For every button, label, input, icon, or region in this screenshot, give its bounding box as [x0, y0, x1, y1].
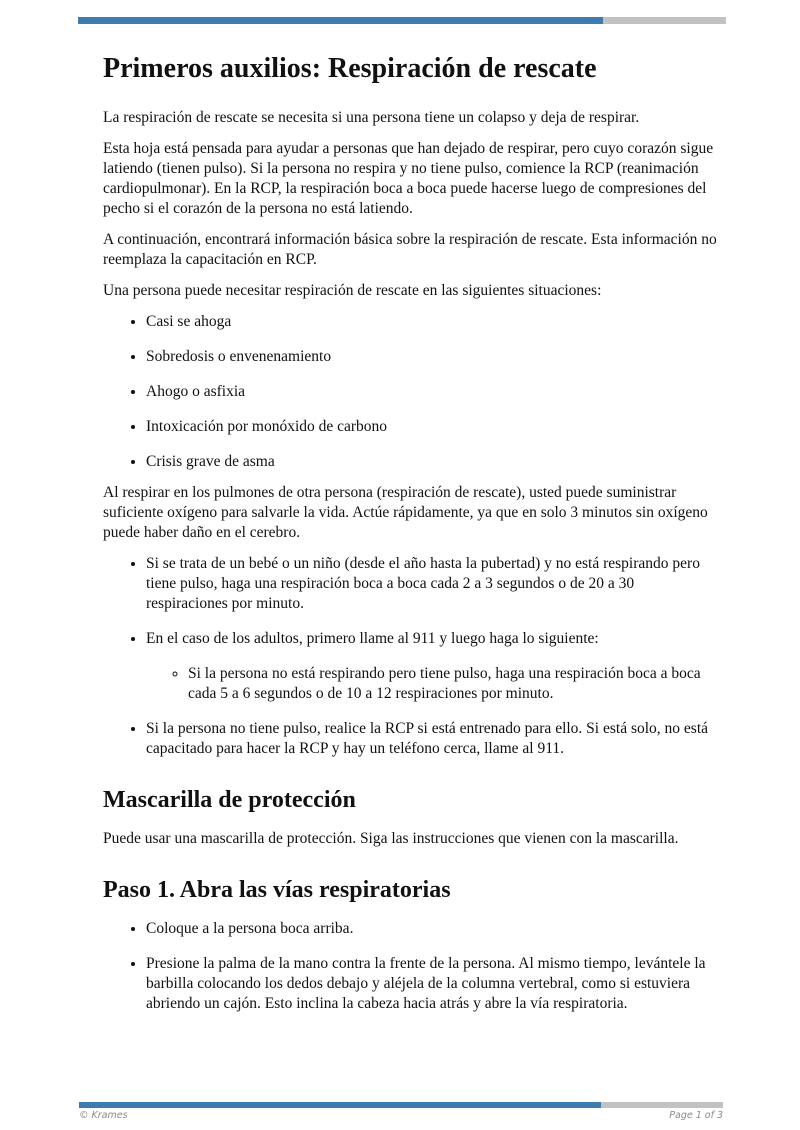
intro-paragraph-3: A continuación, encontrará información básica sobre la respiración de rescate. Esta información no reemplaza la capacitación en RCP.	[103, 231, 717, 268]
page-content	[103, 0, 718, 1025]
step1-item: • Coloque a la persona boca arriba.	[146, 919, 718, 939]
intro-paragraph-4: Una persona puede necesitar respiración de rescate en las siguientes situaciones:	[103, 282, 602, 299]
instruction-no-pulse: • Si la persona no tiene pulso, realice la RCP si está entrenado para ello. Si está solo, no está capacitado para hacer la RCP y hay un teléfono cerca, llame al 911.	[146, 719, 718, 759]
section-title-step1: Paso 1. Abra las vías respiratorias	[103, 877, 451, 903]
situation-item: • Intoxicación por monóxido de carbono	[146, 417, 718, 437]
situation-item: • Casi se ahoga	[146, 312, 718, 332]
copyright-text: © Krames	[79, 1110, 128, 1121]
situation-item: • Crisis grave de asma	[146, 452, 718, 472]
situation-item: • Ahogo o asfixia	[146, 382, 718, 402]
step1-list	[103, 919, 718, 1014]
instructions-sublist	[146, 664, 718, 704]
situations-list	[103, 312, 718, 472]
instruction-infant: • Si se trata de un bebé o un niño (desde el año hasta la pubertad) y no está respirando pero tiene pulso, haga una respiración boca a boca cada 2 a 3 segundos o de 20 a 30 respiraciones por minuto.	[146, 554, 718, 614]
instruction-adult-sub: ◦ Si la persona no está respirando pero tiene pulso, haga una respiración boca a boca cada 5 a 6 segundos o de 10 a 12 respiraciones por minuto.	[188, 664, 718, 704]
instructions-list	[103, 554, 718, 759]
page-title: Primeros auxilios: Respiración de rescate	[103, 53, 597, 84]
footer-rule-blue-segment	[79, 1102, 601, 1108]
page-number: Page 1 of 3	[669, 1110, 723, 1121]
mask-paragraph: Puede usar una mascarilla de protección. Siga las instrucciones que vienen con la mascarilla.	[103, 830, 679, 847]
situation-item: • Sobredosis o envenenamiento	[146, 347, 718, 367]
intro-paragraph-2: Esta hoja está pensada para ayudar a personas que han dejado de respirar, pero cuyo corazón sigue latiendo (tienen pulso). Si la persona no respira y no tiene pulso, comience la RCP (reanimación cardiopulmonar). En la RCP, la respiración boca a boca puede hacerse luego de compresiones del pecho si el corazón de la persona no está latiendo.	[103, 140, 714, 217]
section-title-mask: Mascarilla de protección	[103, 787, 356, 813]
oxygen-paragraph: Al respirar en los pulmones de otra persona (respiración de rescate), usted puede suministrar suficiente oxígeno para salvarle la vida. Actúe rápidamente, ya que en solo 3 minutos sin oxígeno puede haber daño en el cerebro.	[103, 484, 708, 541]
instruction-adult-lead: En el caso de los adultos, primero llame al 911 y luego haga lo siguiente:	[146, 630, 599, 647]
page-footer	[79, 1110, 723, 1121]
footer-rule	[79, 1102, 723, 1108]
intro-paragraph-1: La respiración de rescate se necesita si una persona tiene un colapso y deja de respirar.	[103, 109, 640, 126]
instruction-adult	[146, 629, 718, 704]
step1-item: • Presione la palma de la mano contra la frente de la persona. Al mismo tiempo, levántele la barbilla colocando los dedos debajo y aléjela de la columna vertebral, como si estuviera abriendo un cajón. Esto inclina la cabeza hacia atrás y abre la vía respiratoria.	[146, 954, 718, 1014]
